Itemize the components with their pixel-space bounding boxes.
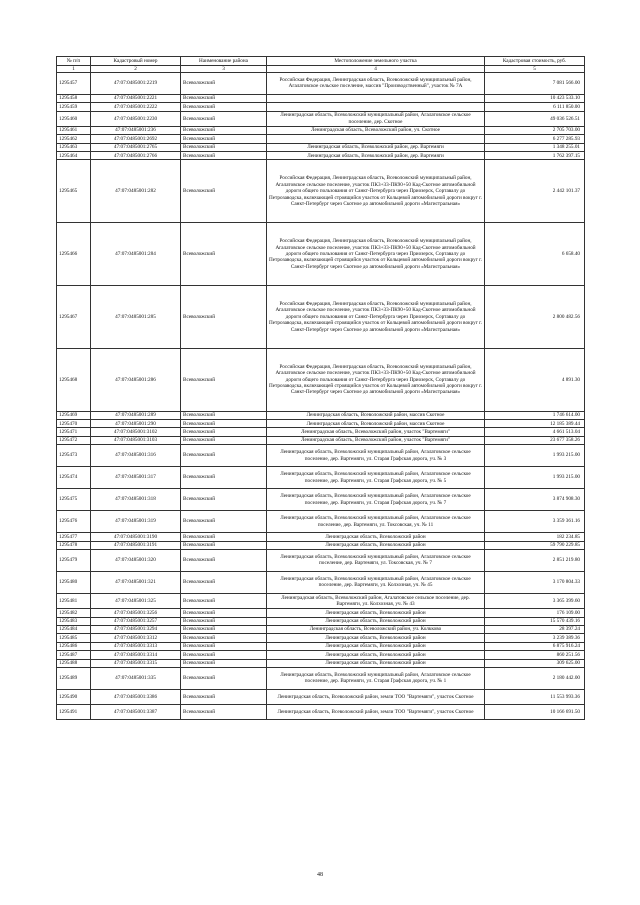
- table-row: [57, 143, 585, 151]
- cell-number: 1295461: [57, 126, 91, 134]
- cell-number: 1295469: [57, 411, 91, 419]
- cell-district: Всеволожский: [181, 659, 267, 667]
- cell-cadastral-cost: 49 036 526.51: [485, 111, 585, 126]
- table-row: [57, 617, 585, 625]
- table-row: [57, 420, 585, 428]
- cell-location: Ленинградская область, Всеволожский муниципальный район, Агалатовское сельское поселение, дер. Вартемяги, ул. Старая Графская дорога, уч. № 3: [267, 445, 485, 467]
- cadastral-value-sheet: [56, 56, 584, 720]
- cell-district: Всеволожский: [181, 705, 267, 720]
- cell-cadastral-number: 47:07:0485001:2765: [91, 143, 181, 151]
- cell-district: Всеволожский: [181, 467, 267, 489]
- cell-number: 1295477: [57, 533, 91, 541]
- table-row: [57, 511, 585, 533]
- table-row: [57, 152, 585, 160]
- cell-cadastral-cost: 10 423 533.10: [485, 94, 585, 102]
- cell-location: Ленинградская область, Всеволожский муниципальный район, Агалатовское сельское поселение, дер. Вартемяги, ул. Старая Графская дорога, уч. № 5: [267, 467, 485, 489]
- cell-location: [267, 103, 485, 111]
- cell-cadastral-cost: 3 365 399.60: [485, 593, 585, 608]
- cell-district: Всеволожский: [181, 634, 267, 642]
- cell-district: Всеволожский: [181, 445, 267, 467]
- header-number: № п/п: [57, 57, 91, 66]
- cell-cadastral-cost: 15 570 439.16: [485, 617, 585, 625]
- cell-cadastral-number: 47:07:0485001:282: [91, 160, 181, 223]
- cell-district: Всеволожский: [181, 489, 267, 511]
- cell-cadastral-number: 47:07:0485001:3387: [91, 705, 181, 720]
- table-row: [57, 467, 585, 489]
- cell-cadastral-cost: 3 239 389.36: [485, 634, 585, 642]
- cell-cadastral-number: 47:07:0485001:3314: [91, 651, 181, 659]
- cell-cadastral-number: 47:07:0485001:2766: [91, 152, 181, 160]
- cell-location: [267, 135, 485, 143]
- table-body: [57, 57, 585, 720]
- cell-cadastral-cost: 1 993 215.00: [485, 445, 585, 467]
- cell-location: [267, 94, 485, 102]
- cell-district: Всеволожский: [181, 436, 267, 444]
- cell-district: Всеволожский: [181, 160, 267, 223]
- cell-district: Всеволожский: [181, 651, 267, 659]
- cell-cadastral-cost: 59 790 229.85: [485, 541, 585, 549]
- cell-number: 1295475: [57, 489, 91, 511]
- cell-location: Российская Федерация, Ленинградская область, Всеволожский муниципальный район, Агалатовское сельское поселение, участок ПК3+33-ПК90+50 Кад-Скотное автомобильной дороги общего пользования от Санкт-Петербурга через Приозерск, Сортавалу до Петрозаводска, включающей строящийся участок от Кольцевой автомобильной дороги вокруг г. Санкт-Петербург через Скотное до автомобильной дороги «Магистральная»: [267, 286, 485, 349]
- header-location: Местоположение земельного участка: [267, 57, 485, 66]
- cell-cadastral-number: 47:07:0485001:3386: [91, 689, 181, 704]
- cell-number: 1295476: [57, 511, 91, 533]
- cell-number: 1295481: [57, 593, 91, 608]
- cell-cadastral-cost: 3 359 361.16: [485, 511, 585, 533]
- cell-location: Ленинградская область, Всеволожский район, земли ТОО "Вартемяги", участок Скотное: [267, 705, 485, 720]
- header-district: Наименование района: [181, 57, 267, 66]
- cell-district: Всеволожский: [181, 541, 267, 549]
- cell-cadastral-number: 47:07:0485001:321: [91, 571, 181, 593]
- cell-location: Ленинградская область, Всеволожский район, участок "Вартемяги": [267, 436, 485, 444]
- cell-cadastral-cost: 176 109.00: [485, 609, 585, 617]
- cell-cadastral-number: 47:07:0485001:2230: [91, 111, 181, 126]
- cell-cadastral-cost: 2 705 703.00: [485, 126, 585, 134]
- cell-district: Всеволожский: [181, 571, 267, 593]
- cell-cadastral-number: 47:07:0485001:3313: [91, 642, 181, 650]
- table-row: [57, 286, 585, 349]
- cell-cadastral-number: 47:07:0485001:3315: [91, 659, 181, 667]
- cell-cadastral-cost: 11 553 993.36: [485, 689, 585, 704]
- cell-number: 1295468: [57, 348, 91, 411]
- table-row: [57, 634, 585, 642]
- cell-cadastral-cost: 2 442 101.37: [485, 160, 585, 223]
- cell-number: 1295479: [57, 549, 91, 571]
- cell-district: Всеволожский: [181, 511, 267, 533]
- cell-cadastral-number: 47:07:0485001:3191: [91, 541, 181, 549]
- cell-cadastral-number: 47:07:0485001:3102: [91, 428, 181, 436]
- cell-location: Ленинградская область, Всеволожский муниципальный район, Агалатовское сельское поселение, дер. Вартемяги, ул. Старая Графская дорога, уч. № 1: [267, 667, 485, 689]
- cell-cadastral-number: 47:07:0485001:318: [91, 489, 181, 511]
- column-index: 2: [91, 65, 181, 72]
- cell-cadastral-number: 47:07:0485001:2221: [91, 94, 181, 102]
- cell-number: 1295459: [57, 103, 91, 111]
- cell-district: Всеволожский: [181, 94, 267, 102]
- cell-number: 1295484: [57, 625, 91, 633]
- cell-number: 1295489: [57, 667, 91, 689]
- cell-district: Всеволожский: [181, 428, 267, 436]
- column-index: 5: [485, 65, 585, 72]
- cell-location: Ленинградская область, Всеволожский район: [267, 642, 485, 650]
- table-row: [57, 689, 585, 704]
- cell-cadastral-cost: 6 277 285.93: [485, 135, 585, 143]
- cell-cadastral-number: 47:07:0485001:289: [91, 411, 181, 419]
- cell-number: 1295485: [57, 634, 91, 642]
- column-index-row: [57, 65, 585, 72]
- cell-cadastral-cost: 6 658.40: [485, 223, 585, 286]
- cell-cadastral-cost: 1 746 614.00: [485, 411, 585, 419]
- cell-location: Ленинградская область, Всеволожский район, земли ТОО "Вартемяги", участок Скотное: [267, 689, 485, 704]
- cell-district: Всеволожский: [181, 625, 267, 633]
- table-row: [57, 705, 585, 720]
- cell-cadastral-cost: 3 170 804.33: [485, 571, 585, 593]
- cell-cadastral-number: 47:07:0485001:236: [91, 126, 181, 134]
- cell-cadastral-cost: 7 081 566.00: [485, 72, 585, 94]
- table-row: [57, 135, 585, 143]
- cell-cadastral-cost: 2 180 442.00: [485, 667, 585, 689]
- cell-cadastral-cost: 1 993 215.00: [485, 467, 585, 489]
- table-row: [57, 667, 585, 689]
- cell-number: 1295470: [57, 420, 91, 428]
- table-row: [57, 428, 585, 436]
- cell-location: Ленинградская область, Всеволожский муниципальный район, Агалатовское сельское поселение, дер. Вартемяги, ул. Колхозная, уч. № 45: [267, 571, 485, 593]
- cell-location: Ленинградская область, Всеволожский район: [267, 533, 485, 541]
- cell-location: Ленинградская область, Всеволожский район, Агалатовское сельское поселение, дер. Вартемяги, ул. Колхозная, уч. № 43: [267, 593, 485, 608]
- column-index: 1: [57, 65, 91, 72]
- cell-location: Ленинградская область, Всеволожский муниципальный район, Агалатовское сельское поселение, дер. Вартемяги, ул. Токсовская, уч. № 11: [267, 511, 485, 533]
- cell-cadastral-number: 47:07:0485001:320: [91, 549, 181, 571]
- page-number: 48: [317, 872, 323, 878]
- cell-number: 1295480: [57, 571, 91, 593]
- cell-district: Всеволожский: [181, 593, 267, 608]
- cell-number: 1295463: [57, 143, 91, 151]
- cell-number: 1295472: [57, 436, 91, 444]
- table-row: [57, 659, 585, 667]
- cell-district: Всеволожский: [181, 667, 267, 689]
- cell-district: Всеволожский: [181, 348, 267, 411]
- cell-number: 1295464: [57, 152, 91, 160]
- cell-number: 1295460: [57, 111, 91, 126]
- cell-location: Ленинградская область, Всеволожский район: [267, 659, 485, 667]
- table-row: [57, 571, 585, 593]
- table-row: [57, 94, 585, 102]
- cell-district: Всеволожский: [181, 420, 267, 428]
- header-row: [57, 57, 585, 66]
- cell-number: 1295486: [57, 642, 91, 650]
- cell-cadastral-cost: 182 234.85: [485, 533, 585, 541]
- cell-cadastral-cost: 309 625.00: [485, 659, 585, 667]
- cell-district: Всеволожский: [181, 533, 267, 541]
- cell-cadastral-number: 47:07:0485001:2219: [91, 72, 181, 94]
- cell-location: Ленинградская область, Всеволожский район, участок "Вартемяги": [267, 428, 485, 436]
- cell-number: 1295490: [57, 689, 91, 704]
- cell-cadastral-number: 47:07:0485001:317: [91, 467, 181, 489]
- cell-cadastral-number: 47:07:0485001:3312: [91, 634, 181, 642]
- table-row: [57, 411, 585, 419]
- table-row: [57, 625, 585, 633]
- cell-cadastral-cost: 23 677 358.26: [485, 436, 585, 444]
- cell-number: 1295458: [57, 94, 91, 102]
- table-row: [57, 541, 585, 549]
- cell-location: Ленинградская область, Всеволожский район, массив Скотное: [267, 411, 485, 419]
- cell-cadastral-number: 47:07:0485001:3294: [91, 625, 181, 633]
- cell-location: Российская Федерация, Ленинградская область, Всеволожский муниципальный район, Агалатовское сельское поселение, массив "Производственный", участок № 7А: [267, 72, 485, 94]
- cell-location: Ленинградская область, Всеволожский район: [267, 609, 485, 617]
- cell-number: 1295465: [57, 160, 91, 223]
- table-row: [57, 533, 585, 541]
- cell-district: Всеволожский: [181, 617, 267, 625]
- cell-district: Всеволожский: [181, 135, 267, 143]
- cell-cadastral-cost: 1 762 397.15: [485, 152, 585, 160]
- cell-number: 1295487: [57, 651, 91, 659]
- cell-cadastral-cost: 4 661 513.04: [485, 428, 585, 436]
- cell-cadastral-cost: 2 800 482.56: [485, 286, 585, 349]
- table-row: [57, 489, 585, 511]
- cell-cadastral-number: 47:07:0485001:3256: [91, 609, 181, 617]
- cell-cadastral-cost: 12 185 389.44: [485, 420, 585, 428]
- cell-number: 1295482: [57, 609, 91, 617]
- cell-district: Всеволожский: [181, 72, 267, 94]
- cell-cadastral-number: 47:07:0485001:335: [91, 667, 181, 689]
- table-row: [57, 223, 585, 286]
- table-row: [57, 436, 585, 444]
- cell-cadastral-number: 47:07:0485001:285: [91, 286, 181, 349]
- cell-location: Ленинградская область, Всеволожский район, массив Скотное: [267, 420, 485, 428]
- table-row: [57, 72, 585, 94]
- cell-cadastral-number: 47:07:0485001:316: [91, 445, 181, 467]
- cell-cadastral-number: 47:07:0485001:290: [91, 420, 181, 428]
- cell-cadastral-number: 47:07:0485001:3257: [91, 617, 181, 625]
- cell-district: Всеволожский: [181, 152, 267, 160]
- cell-district: Всеволожский: [181, 689, 267, 704]
- cell-cadastral-number: 47:07:0485001:3190: [91, 533, 181, 541]
- cell-location: Ленинградская область, Всеволожский район: [267, 541, 485, 549]
- cell-district: Всеволожский: [181, 609, 267, 617]
- cell-location: Ленинградская область, Всеволожский район, дер. Вартемяги: [267, 143, 485, 151]
- cell-number: 1295467: [57, 286, 91, 349]
- cell-number: 1295457: [57, 72, 91, 94]
- cell-location: Ленинградская область, Всеволожский район: [267, 617, 485, 625]
- table-row: [57, 549, 585, 571]
- cell-location: Ленинградская область, Всеволожский район: [267, 651, 485, 659]
- cell-number: 1295462: [57, 135, 91, 143]
- cell-location: Российская Федерация, Ленинградская область, Всеволожский муниципальный район, Агалатовское сельское поселение, участок ПК3+33-ПК90+50 Кад-Скотное автомобильной дороги общего пользования от Санкт-Петербурга через Приозерск, Сортавалу до Петрозаводска, включающей строящийся участок от Кольцевой автомобильной дороги вокруг г. Санкт-Петербург через Скотное до автомобильной дороги «Магистральная»: [267, 348, 485, 411]
- table-row: [57, 593, 585, 608]
- cell-cadastral-number: 47:07:0485001:325: [91, 593, 181, 608]
- cell-cadastral-cost: 4 891.30: [485, 348, 585, 411]
- cell-cadastral-cost: 6 111 850.00: [485, 103, 585, 111]
- cell-number: 1295478: [57, 541, 91, 549]
- cell-district: Всеволожский: [181, 223, 267, 286]
- cell-district: Всеволожский: [181, 143, 267, 151]
- header-cadastral-number: Кадастровый номер: [91, 57, 181, 66]
- table-row: [57, 160, 585, 223]
- cell-location: Российская Федерация, Ленинградская область, Всеволожский муниципальный район, Агалатовское сельское поселение, участок ПК3+33-ПК90+50 Кад-Скотное автомобильной дороги общего пользования от Санкт-Петербурга через Приозерск, Сортавалу до Петрозаводска, включающей строящийся участок от Кольцевой автомобильной дороги вокруг г. Санкт-Петербург через Скотное до автомобильной дороги «Магистральная»: [267, 160, 485, 223]
- header-cadastral-cost: Кадастровая стоимость, руб.: [485, 57, 585, 66]
- cell-cadastral-number: 47:07:0485001:2692: [91, 135, 181, 143]
- cell-district: Всеволожский: [181, 126, 267, 134]
- cell-location: Ленинградская область, Всеволожский район, уч. Скотное: [267, 126, 485, 134]
- table-row: [57, 348, 585, 411]
- cadastral-table: [56, 56, 585, 720]
- table-row: [57, 609, 585, 617]
- column-index: 3: [181, 65, 267, 72]
- cell-cadastral-cost: 6 875 916.24: [485, 642, 585, 650]
- cell-location: Российская Федерация, Ленинградская область, Всеволожский муниципальный район, Агалатовское сельское поселение, участок ПК3+33-ПК90+50 Кад-Скотное автомобильной дороги общего пользования от Санкт-Петербурга через Приозерск, Сортавалу до Петрозаводска, включающей строящийся участок от Кольцевой автомобильной дороги вокруг г. Санкт-Петербург через Скотное до автомобильной дороги «Магистральная»: [267, 223, 485, 286]
- cell-location: Ленинградская область, Всеволожский район: [267, 634, 485, 642]
- cell-location: Ленинградская область, Всеволожский муниципальный район, Агалатовское сельское поселение, дер. Вартемяги, ул. Старая Графская дорога, уч. № 7: [267, 489, 485, 511]
- cell-location: Ленинградская область, Всеволожский район, дер. Вартемяги: [267, 152, 485, 160]
- cell-district: Всеволожский: [181, 286, 267, 349]
- cell-location: Ленинградская область, Всеволожский муниципальный район, Агалатовское сельское поселение, дер. Скотное: [267, 111, 485, 126]
- cell-cadastral-cost: 28 397.24: [485, 625, 585, 633]
- cell-cadastral-cost: 3 874 908.30: [485, 489, 585, 511]
- table-row: [57, 445, 585, 467]
- cell-number: 1295466: [57, 223, 91, 286]
- column-index: 4: [267, 65, 485, 72]
- cell-number: 1295473: [57, 445, 91, 467]
- cell-cadastral-number: 47:07:0485001:286: [91, 348, 181, 411]
- cell-cadastral-number: 47:07:0485001:3103: [91, 436, 181, 444]
- cell-cadastral-cost: 1 348 255.01: [485, 143, 585, 151]
- cell-number: 1295491: [57, 705, 91, 720]
- cell-number: 1295471: [57, 428, 91, 436]
- cell-number: 1295483: [57, 617, 91, 625]
- table-row: [57, 111, 585, 126]
- cell-cadastral-number: 47:07:0485001:284: [91, 223, 181, 286]
- cell-location: Ленинградская область, Всеволожский район, уч. Колкково: [267, 625, 485, 633]
- table-row: [57, 103, 585, 111]
- cell-cadastral-cost: 10 166 691.50: [485, 705, 585, 720]
- table-row: [57, 642, 585, 650]
- cell-cadastral-number: 47:07:0485001:319: [91, 511, 181, 533]
- cell-cadastral-number: 47:07:0485001:2222: [91, 103, 181, 111]
- cell-district: Всеволожский: [181, 642, 267, 650]
- cell-district: Всеволожский: [181, 549, 267, 571]
- cell-district: Всеволожский: [181, 111, 267, 126]
- cell-number: 1295488: [57, 659, 91, 667]
- cell-cadastral-cost: 2 851 219.80: [485, 549, 585, 571]
- cell-number: 1295474: [57, 467, 91, 489]
- cell-cadastral-cost: 860 251.56: [485, 651, 585, 659]
- table-row: [57, 126, 585, 134]
- cell-location: Ленинградская область, Всеволожский муниципальный район, Агалатовское сельское поселение, дер. Вартемяги, ул. Токсовская, уч. № 7: [267, 549, 485, 571]
- cell-district: Всеволожский: [181, 103, 267, 111]
- cell-district: Всеволожский: [181, 411, 267, 419]
- table-row: [57, 651, 585, 659]
